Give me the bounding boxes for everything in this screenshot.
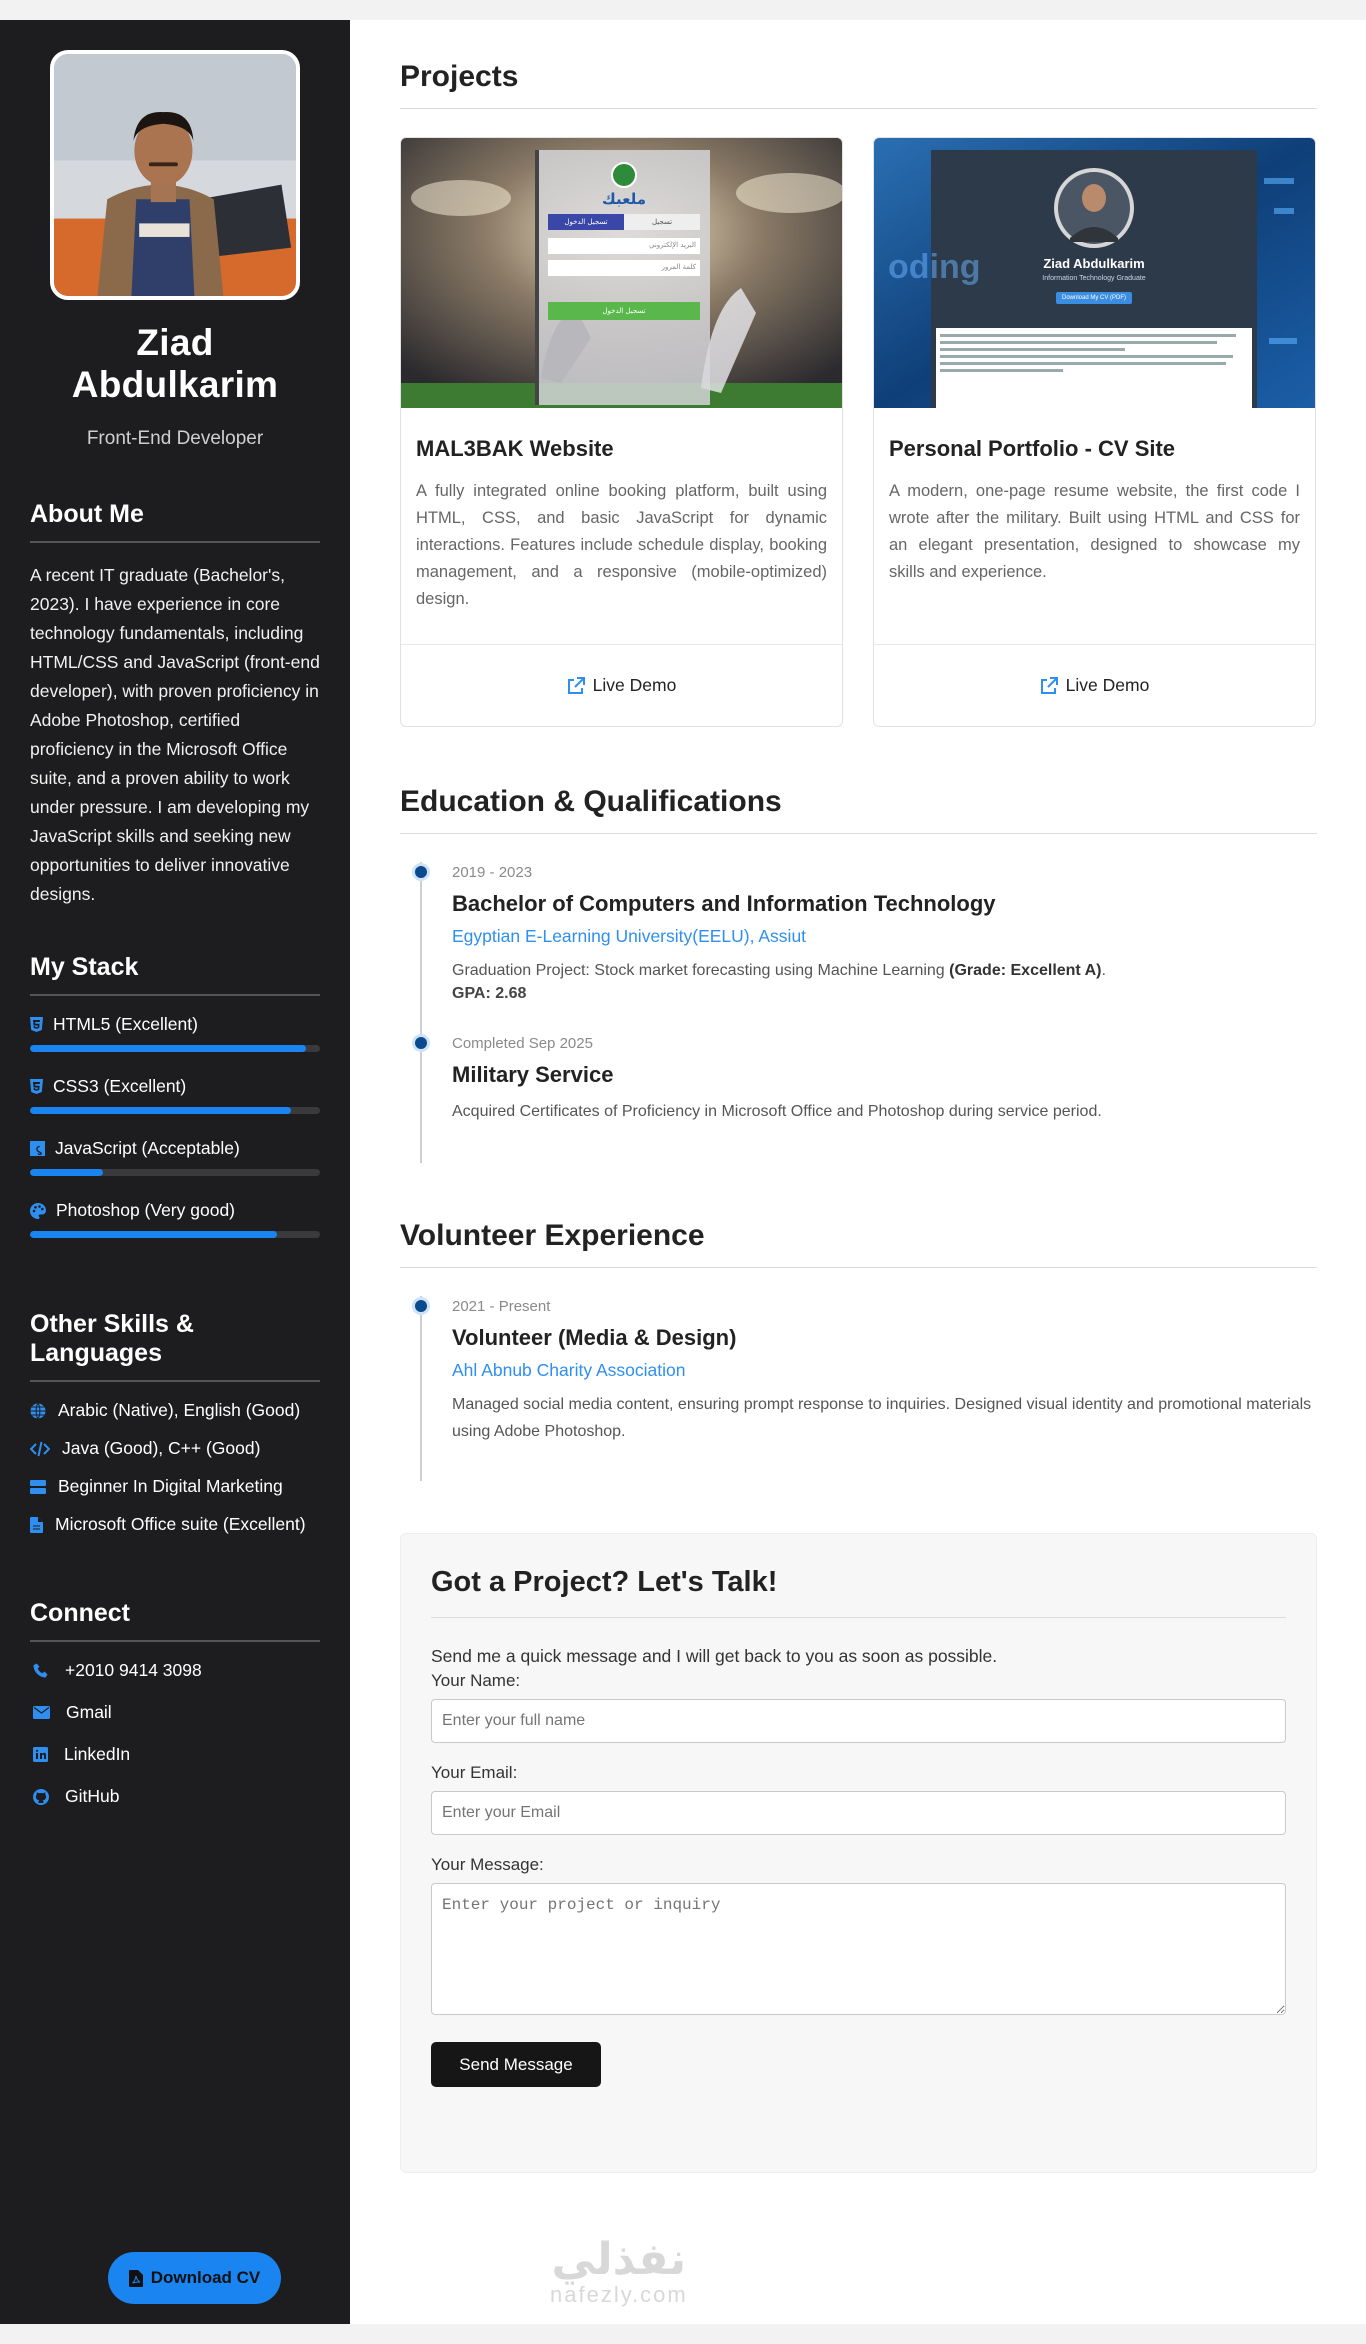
- photoshop-progress-track: [30, 1231, 320, 1238]
- timeline-desc: Managed social media content, ensuring prompt response to inquiries. Designed visual identity and promotional materials using Adobe Photoshop.: [452, 1396, 1312, 1440]
- timeline-desc: [452, 957, 1317, 984]
- github-icon: [33, 1789, 49, 1805]
- timeline-date: 2021 - Present: [452, 1298, 551, 1315]
- message-textarea[interactable]: [431, 1883, 1286, 2015]
- contact-phone-label: +2010 9414 3098: [65, 1660, 202, 1680]
- timeline-dot: [415, 866, 427, 878]
- about-heading: About Me: [30, 500, 320, 543]
- thumb-brand: ملعبك: [602, 190, 646, 208]
- volunteer-timeline: [420, 1296, 1317, 1481]
- thumb-tab-login: تسجيل الدخول: [548, 214, 624, 230]
- stack-section: [30, 953, 320, 1238]
- live-demo-link-portfolio[interactable]: [874, 644, 1315, 726]
- desc-end: .: [1101, 962, 1106, 979]
- timeline-item: [452, 862, 1317, 1029]
- message-label: Your Message:: [431, 1855, 544, 1874]
- skill-item-languages: [30, 1400, 320, 1421]
- project-thumbnail-mal3bak: [401, 138, 842, 408]
- css3-icon: [30, 1079, 43, 1094]
- file-icon: [30, 1517, 43, 1533]
- stack-label-photoshop: Photoshop (Very good): [56, 1200, 236, 1220]
- graduation-project-text: Graduation Project: Stock market forecasting using Machine Learning: [452, 962, 945, 979]
- main-content: [350, 20, 1366, 2324]
- profile-name: Ziad Abdulkarim: [71, 322, 279, 405]
- connect-section: [30, 1599, 320, 1807]
- about-text: A recent IT graduate (Bachelor's, 2023). I have experience in core technology fundamentals, including HTML/CSS and JavaScript (front-end developer), with proven proficiency in Adobe Photoshop, certified proficiency in the Microsoft Office suite, and a proven ability to work under pressure. I am developing my JavaScript skills and seeking new opportunities to deliver innovative designs.: [30, 565, 320, 904]
- timeline-dot: [415, 1037, 427, 1049]
- live-demo-label: Live Demo: [1065, 675, 1150, 695]
- thumb-subtitle: Information Technology Graduate: [1042, 275, 1146, 282]
- javascript-progress-fill: [30, 1169, 103, 1176]
- stack-label-css3: CSS3 (Excellent): [53, 1076, 187, 1096]
- timeline-item: [452, 1029, 1317, 1163]
- thumb-logo-icon: [611, 162, 637, 188]
- projects-section: [400, 60, 1317, 727]
- linkedin-icon: [33, 1747, 48, 1762]
- watermark-arabic: نفذلي: [551, 2234, 687, 2285]
- timeline-title: Bachelor of Computers and Information Technology: [452, 891, 996, 916]
- timeline-date: 2019 - 2023: [452, 864, 533, 881]
- timeline-title: Military Service: [452, 1062, 614, 1087]
- skill-label-marketing: Beginner In Digital Marketing: [58, 1476, 283, 1496]
- connect-heading: Connect: [30, 1599, 320, 1642]
- timeline-desc: Acquired Certificates of Proficiency in Microsoft Office and Photoshop during service period.: [452, 1103, 1102, 1120]
- about-section: [30, 500, 320, 909]
- stack-heading: My Stack: [30, 953, 320, 996]
- contact-phone[interactable]: [30, 1660, 320, 1681]
- html5-progress-track: [30, 1045, 320, 1052]
- project-title: MAL3BAK Website: [416, 436, 614, 461]
- css3-progress-fill: [30, 1107, 291, 1114]
- photoshop-progress-fill: [30, 1231, 277, 1238]
- timeline-title: Volunteer (Media & Design): [452, 1325, 737, 1350]
- skill-label-programming: Java (Good), C++ (Good): [62, 1438, 261, 1458]
- name-input[interactable]: [431, 1699, 1286, 1743]
- project-title: Personal Portfolio - CV Site: [889, 436, 1176, 461]
- email-label: Your Email:: [431, 1763, 518, 1782]
- stack-label-html5: HTML5 (Excellent): [53, 1014, 198, 1034]
- project-card-mal3bak: [400, 137, 843, 727]
- page: [0, 20, 1366, 2324]
- skill-item-programming: [30, 1438, 320, 1459]
- education-heading: Education & Qualifications: [400, 785, 1317, 834]
- skills-heading: Other Skills & Languages: [30, 1310, 320, 1382]
- external-link-icon: [1040, 677, 1058, 695]
- project-thumbnail-portfolio: [874, 138, 1315, 408]
- project-card-portfolio: [873, 137, 1316, 727]
- timeline-item: [452, 1296, 1317, 1481]
- skills-section: [30, 1310, 320, 1535]
- volunteer-section: [400, 1219, 1317, 1481]
- grade-text: (Grade: Excellent A): [949, 962, 1102, 979]
- contact-linkedin-label: LinkedIn: [64, 1744, 131, 1764]
- email-input[interactable]: [431, 1791, 1286, 1835]
- skill-item-office: [30, 1514, 320, 1535]
- education-section: [400, 785, 1317, 1163]
- bullhorn-icon: [30, 1480, 46, 1494]
- file-pdf-icon: [129, 2270, 143, 2287]
- contact-linkedin[interactable]: [30, 1744, 320, 1765]
- contact-intro: Send me a quick message and I will get back to you as soon as possible.: [431, 1646, 998, 1666]
- timeline-date: Completed Sep 2025: [452, 1035, 593, 1052]
- external-link-icon: [567, 677, 585, 695]
- thumb-name: Ziad Abdulkarim: [1043, 256, 1145, 271]
- skill-label-office: Microsoft Office suite (Excellent): [55, 1514, 306, 1534]
- timeline-org: Egyptian E-Learning University(EELU), Assiut: [452, 926, 807, 946]
- thumb-password-field: كلمة المرور: [548, 260, 700, 276]
- profile-role: Front-End Developer: [86, 428, 264, 449]
- html5-icon: [30, 1017, 43, 1032]
- code-icon: [30, 1441, 50, 1457]
- send-message-button[interactable]: Send Message: [431, 2042, 601, 2087]
- stack-item-css3: [30, 1076, 320, 1114]
- stack-item-photoshop: [30, 1200, 320, 1238]
- education-timeline: [420, 862, 1317, 1163]
- stack-label-javascript: JavaScript (Acceptable): [55, 1138, 240, 1158]
- contact-github-label: GitHub: [65, 1786, 120, 1806]
- contact-gmail[interactable]: [30, 1702, 320, 1723]
- contact-github[interactable]: [30, 1786, 320, 1807]
- contact-heading: Got a Project? Let's Talk!: [431, 1566, 1286, 1618]
- watermark-latin: nafezly.com: [550, 2282, 688, 2307]
- watermark: [550, 2236, 688, 2306]
- thumb-tab-register: تسجيل: [624, 214, 700, 230]
- stack-item-javascript: [30, 1138, 320, 1176]
- sidebar: [0, 20, 350, 2324]
- javascript-icon: [30, 1141, 45, 1156]
- phone-icon: [33, 1663, 49, 1679]
- live-demo-link-mal3bak[interactable]: [401, 644, 842, 726]
- skill-item-marketing: [30, 1476, 320, 1497]
- gpa-text: GPA: 2.68: [452, 985, 527, 1002]
- contact-gmail-label: Gmail: [66, 1702, 112, 1722]
- globe-icon: [30, 1403, 46, 1419]
- contact-form-section: [400, 1533, 1317, 2173]
- timeline-org: Ahl Abnub Charity Association: [452, 1360, 686, 1380]
- palette-icon: [30, 1203, 46, 1219]
- javascript-progress-track: [30, 1169, 320, 1176]
- project-description: A modern, one-page resume website, the first code I wrote after the military. Built using HTML and CSS for an elegant presentation, designed to showcase my skills and experience.: [889, 482, 1300, 581]
- thumb-submit-button: تسجيل الدخول: [548, 302, 700, 320]
- html5-progress-fill: [30, 1045, 306, 1052]
- thumb-email-field: البريد الإلكتروني: [548, 238, 700, 254]
- download-cv-button[interactable]: [108, 2252, 281, 2304]
- css3-progress-track: [30, 1107, 320, 1114]
- envelope-icon: [33, 1706, 50, 1719]
- volunteer-heading: Volunteer Experience: [400, 1219, 1317, 1268]
- thumb-bg-word: oding: [888, 248, 981, 286]
- skill-label-languages: Arabic (Native), English (Good): [58, 1400, 301, 1420]
- project-description: A fully integrated online booking platform, built using HTML, CSS, and basic JavaScript for dynamic interactions. Features include schedule display, booking management, and a responsive (mobile-optimized) design.: [416, 482, 827, 608]
- thumb-cv-button: Download My CV (PDF): [1056, 292, 1132, 304]
- projects-heading: Projects: [400, 60, 1317, 109]
- name-label: Your Name:: [431, 1671, 521, 1690]
- download-cv-label: Download CV: [150, 2268, 261, 2287]
- stack-item-html5: [30, 1014, 320, 1052]
- profile-photo: [50, 50, 300, 300]
- timeline-dot: [415, 1300, 427, 1312]
- live-demo-label: Live Demo: [592, 675, 677, 695]
